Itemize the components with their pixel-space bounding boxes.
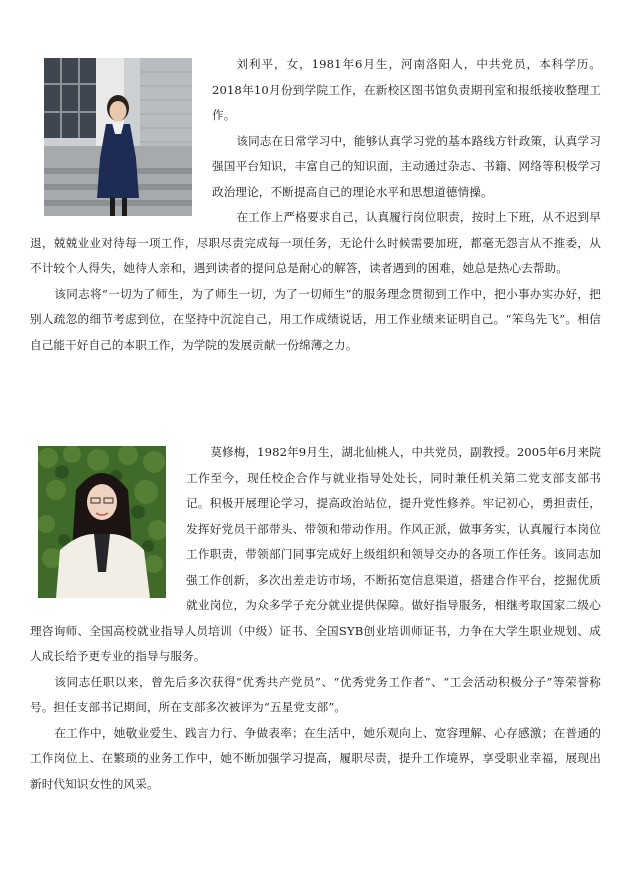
paragraph: 该同志在日常学习中，能够认真学习党的基本路线方针政策，认真学习强国平台知识，丰富自己的知识面，主动通过杂志、书籍、网络等积极学习政治理论，不断提高自己的理论水平和思想道德情操。 bbox=[212, 133, 601, 199]
profile-section-2 bbox=[0, 440, 635, 797]
portrait-photo-2 bbox=[38, 446, 166, 598]
paragraph: 该同志将“一切为了师生，为了师生一切，为了一切师生”的服务理念贯彻到工作中，把小事办实办好，把别人疏忽的细节考虑到位，在坚持中沉淀自己，用工作成绩说话，用工作业绩来证明自己。“笨鸟先飞”。相信自己能干好自己的本职工作，为学院的发展贡献一份绵薄之力。 bbox=[30, 286, 601, 352]
paragraph: 刘利平，女，1981年6月生，河南洛阳人，中共党员，本科学历。2018年10月份到学院工作，在新校区图书馆负责期刊室和报纸接收整理工作。 bbox=[212, 57, 601, 122]
paragraph: 在工作中，她敬业爱生、践言力行、争做表率；在生活中，她乐观向上、宽容理解、心存感激；在普通的工作岗位上、在繁琐的业务工作中，她不断加强学习提高，履职尽责，提升工作境界，享受职业幸福，展现出新时代知识女性的风采。 bbox=[30, 725, 601, 791]
profile-section-1 bbox=[0, 52, 635, 358]
paragraph: 莫修梅，1982年9月生，湖北仙桃人，中共党员，副教授。2005年6月来院工作至今，现任校企合作与就业指导处处长，同时兼任机关第二党支部支部书记。积极开展理论学习，提高政治站位，提升党性修养。牢记初心，勇担责任，发挥好党员干部带头、带领和带动作用。作风正派，做事务实，认真履行本岗位工作职责，带领部门同事完成好上级组织和领导交办的各项工作任务。该同志加强工作创新，多次出差走访市场，不断拓宽信息渠道，搭建合作平台，挖掘优质就业岗位，为众多学子充分就业提供保障。做好指导服务，相继考取国家二级心理咨询师、全国高校就业指导人员培训（中级）证书、全国SYB创业培训师证书，力争在大学生职业规划、成人成长给予更专业的指导与服务。 bbox=[30, 445, 601, 663]
paragraph: 在工作上严格要求自己，认真履行岗位职责，按时上下班，从不迟到早退，兢兢业业对待每一项工作，尽职尽责完成每一项任务，无论什么时候需要加班，都毫无怨言从不推委，从不计较个人得失，她待人亲和，遇到读者的提问总是耐心的解答，读者遇到的困难，她总是热心去帮助。 bbox=[30, 210, 601, 275]
paragraph: 该同志任职以来，曾先后多次获得“优秀共产党员”、“优秀党务工作者”、“工会活动积极分子”等荣誉称号。担任支部书记期间，所在支部多次被评为“五星党支部”。 bbox=[30, 674, 601, 714]
portrait-photo-1 bbox=[44, 58, 192, 216]
